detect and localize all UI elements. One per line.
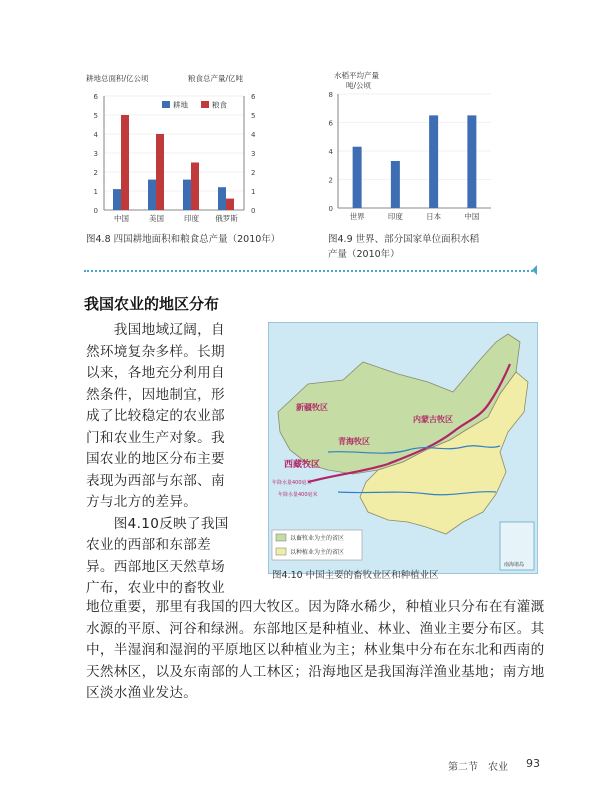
y1-tick-label: 4 <box>93 131 98 139</box>
body-text-line: 农业的西部和东部差 <box>86 537 212 553</box>
body-text-line: 国农业的地区分布主要 <box>86 451 225 467</box>
bar-arable <box>218 187 226 210</box>
y-axis-label-line1: 水稻平均产量 <box>334 71 379 80</box>
bar-arable <box>113 189 121 210</box>
y1-tick-label: 3 <box>93 150 98 158</box>
y2-tick-label: 3 <box>251 150 256 158</box>
bar <box>429 115 438 208</box>
y-tick-label: 6 <box>328 119 333 128</box>
x-tick-label: 日本 <box>426 212 442 221</box>
chart-4-8 <box>84 70 274 230</box>
y1-axis-label: 耕地总面积/亿公顷 <box>86 74 149 83</box>
x-tick-label: 俄罗斯 <box>215 214 238 223</box>
figure-caption-4-9 <box>328 232 479 262</box>
body-text-line: 区淡水渔业发达。 <box>86 685 198 701</box>
bar <box>467 115 476 208</box>
y1-tick-label: 2 <box>93 169 98 177</box>
legend-swatch <box>162 101 170 108</box>
body-text-line: 然条件，因地制宜，形 <box>86 386 225 403</box>
y-tick-label: 0 <box>328 205 333 213</box>
legend-swatch <box>201 101 209 108</box>
section-full-paragraph <box>86 597 546 705</box>
legend-label: 粮食 <box>212 100 227 110</box>
china-map <box>268 322 538 574</box>
divider-end-icon <box>532 265 537 275</box>
page-number: 93 <box>526 757 540 770</box>
section-side-paragraphs <box>86 320 261 600</box>
bar-arable <box>148 180 156 210</box>
y2-axis-label: 粮食总产量/亿吨 <box>188 74 244 83</box>
body-text-line: 我国地域辽阔，自 <box>86 322 225 338</box>
legend-label: 耕地 <box>173 100 188 110</box>
bar-arable <box>183 180 191 210</box>
body-text-line: 中，半湿润和湿润的平原地区以种植业为主；林业集中分布在东北和西南的 <box>86 642 545 658</box>
isohyet-label-2: 年降水量400毫米 <box>278 492 318 498</box>
x-tick-label: 美国 <box>149 214 164 223</box>
x-tick-label: 中国 <box>464 212 480 221</box>
body-text-line: 地位重要，那里有我国的四大牧区。因为降水稀少，种植业只分布在有灌溉 <box>86 599 545 615</box>
section-title: 我国农业的地区分布 <box>84 295 220 313</box>
body-text-line: 天然林区，以及东南部的人工林区；沿海地区是我国海洋渔业基地；南方地 <box>86 663 545 680</box>
figure-caption-4-9-line1: 图4.9 世界、部分国家单位面积水稻 <box>328 234 480 245</box>
body-text-line: 水源的平原、河谷和绿洲。东部地区是种植业、林业、渔业主要分布区。其 <box>86 620 545 637</box>
region-label-qinghai: 青海牧区 <box>338 437 370 446</box>
x-tick-label: 印度 <box>387 212 403 221</box>
figure-caption-4-9-line2: 产量（2010年） <box>328 249 400 260</box>
y1-tick-label: 0 <box>93 207 98 215</box>
china-map-figure <box>268 322 538 574</box>
figure-caption-4-10: 图4.10 中国主要的畜牧业区和种植业区 <box>272 570 439 581</box>
y1-tick-label: 1 <box>93 188 98 196</box>
y1-tick-label: 5 <box>93 112 98 120</box>
body-text-line: 表现为西部与东部、南 <box>86 472 225 489</box>
inset-label: 南海诸岛 <box>504 562 525 568</box>
region-label-xizang: 西藏牧区 <box>284 460 321 470</box>
y2-tick-label: 2 <box>251 169 256 177</box>
y2-tick-label: 5 <box>251 112 256 120</box>
isohyet-label-1: 年降水量400毫米 <box>272 480 312 486</box>
bar-grain <box>156 134 164 210</box>
x-tick-label: 世界 <box>349 212 365 221</box>
legend-swatch-pastoral <box>276 534 286 541</box>
bar-grain <box>121 115 129 210</box>
region-label-neimeng: 内蒙古牧区 <box>413 415 453 424</box>
y2-tick-label: 0 <box>251 207 256 215</box>
body-text-line: 广布，农业中的畜牧业 <box>86 580 225 596</box>
body-text-line: 成了比较稳定的农业部 <box>86 408 225 424</box>
body-text-line: 然环境复杂多样。长期 <box>86 343 225 360</box>
legend-swatch-farming <box>276 548 286 555</box>
body-text-line: 异。西部地区天然草场 <box>86 558 225 575</box>
body-text-line: 门和农业生产对象。我 <box>86 429 225 446</box>
x-tick-label: 中国 <box>114 214 129 223</box>
x-tick-label: 印度 <box>184 214 199 223</box>
y-axis-label-line2: 吨/公顷 <box>346 81 372 90</box>
region-label-xinjiang: 新疆牧区 <box>296 403 328 412</box>
body-text-line: 方与北方的差异。 <box>86 494 198 510</box>
y2-tick-label: 6 <box>251 93 256 101</box>
y2-tick-label: 1 <box>251 188 256 196</box>
body-text-line: 图4.10反映了我国 <box>86 515 229 532</box>
section-divider <box>84 270 536 272</box>
chart-4-9-plot <box>326 70 501 230</box>
legend-label-pastoral: 以畜牧业为主的省区 <box>290 535 345 542</box>
body-text-line: 以来，各地充分利用自 <box>86 365 225 381</box>
bar <box>391 161 400 208</box>
figure-caption-4-8: 图4.8 四国耕地面积和粮食总产量（2010年） <box>86 234 281 245</box>
chart-4-9 <box>326 70 501 230</box>
bar-grain <box>226 199 234 210</box>
y-tick-label: 2 <box>328 176 333 185</box>
bar <box>353 147 362 208</box>
chart-4-8-plot <box>84 70 274 230</box>
y2-tick-label: 4 <box>251 131 256 139</box>
bar-grain <box>191 163 199 211</box>
y1-tick-label: 6 <box>93 93 98 101</box>
legend-label-farming: 以种植业为主的省区 <box>290 549 345 556</box>
y-tick-label: 8 <box>328 91 333 99</box>
footer-section-label: 第二节 农业 <box>448 762 508 773</box>
y-tick-label: 4 <box>328 148 333 156</box>
